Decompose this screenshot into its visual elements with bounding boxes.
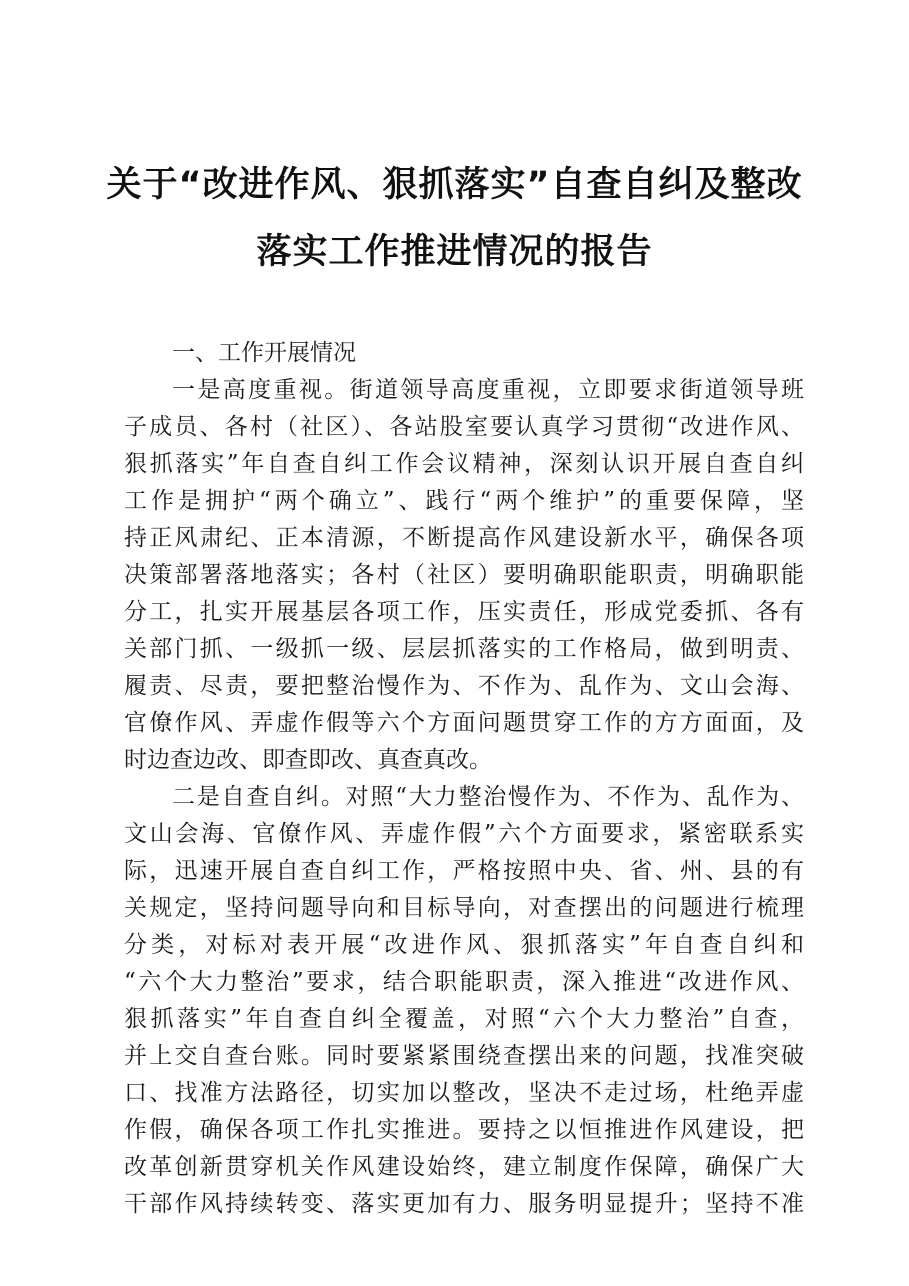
paragraph-line: 关规定，坚持问题导向和目标导向，对查摆出的问题进行梳理: [124, 895, 804, 921]
paragraph-line: 文山会海、官僚作风、弄虚作假”六个方面要求，紧密联系实: [124, 821, 804, 847]
paragraph-line: 工作是拥护“两个确立”、践行“两个维护”的重要保障，坚: [124, 488, 804, 514]
section-heading: 一、工作开展情况: [172, 340, 356, 366]
paragraph-line: 二是自查自纠。对照“大力整治慢作为、不作为、乱作为、: [172, 784, 804, 810]
paragraph-line: 干部作风持续转变、落实更加有力、服务明显提升；坚持不准: [124, 1191, 804, 1217]
document-title-line-1: 关于“改进作风、狠抓落实”自查自纠及整改: [106, 165, 803, 205]
paragraph-line: 持正风肃纪、正本清源，不断提高作风建设新水平，确保各项: [124, 525, 804, 551]
paragraph-line: 决策部署落地落实；各村（社区）要明确职能职责，明确职能: [124, 562, 804, 588]
paragraph-line: 并上交自查台账。同时要紧紧围绕查摆出来的问题，找准突破: [124, 1043, 804, 1069]
paragraph-line: 履责、尽责，要把整治慢作为、不作为、乱作为、文山会海、: [124, 673, 804, 699]
document-body: [124, 335, 804, 1223]
paragraph-2: [124, 779, 804, 1223]
paragraph-line: 一是高度重视。街道领导高度重视，立即要求街道领导班: [172, 377, 804, 403]
paragraph-line: 子成员、各村（社区）、各站股室要认真学习贯彻“改进作风、: [124, 414, 804, 440]
paragraph-1: [124, 372, 804, 779]
paragraph-line: 狠抓落实”年自查自纠工作会议精神，深刻认识开展自查自纠: [124, 451, 804, 477]
paragraph-line: 际，迅速开展自查自纠工作，严格按照中央、省、州、县的有: [124, 858, 804, 884]
paragraph-line: 分类，对标对表开展“改进作风、狠抓落实”年自查自纠和: [124, 932, 804, 958]
paragraph-line: 作假，确保各项工作扎实推进。要持之以恒推进作风建设，把: [124, 1117, 804, 1143]
paragraph-line: 口、找准方法路径，切实加以整改，坚决不走过场，杜绝弄虚: [124, 1080, 804, 1106]
paragraph-line: “六个大力整治”要求，结合职能职责，深入推进“改进作风、: [124, 969, 804, 995]
document-title-line-2: 落实工作推进情况的报告: [256, 232, 653, 272]
paragraph-line: 分工，扎实开展基层各项工作，压实责任，形成党委抓、各有: [124, 599, 804, 625]
paragraph-line: 时边查边改、即查即改、真查真改。: [124, 747, 492, 773]
paragraph-line: 改革创新贯穿机关作风建设始终，建立制度作保障，确保广大: [124, 1154, 804, 1180]
paragraph-line: 关部门抓、一级抓一级、层层抓落实的工作格局，做到明责、: [124, 636, 804, 662]
paragraph-line: 官僚作风、弄虚作假等六个方面问题贯穿工作的方方面面，及: [124, 710, 804, 736]
paragraph-line: 狠抓落实”年自查自纠全覆盖，对照“六个大力整治”自查，: [124, 1006, 804, 1032]
